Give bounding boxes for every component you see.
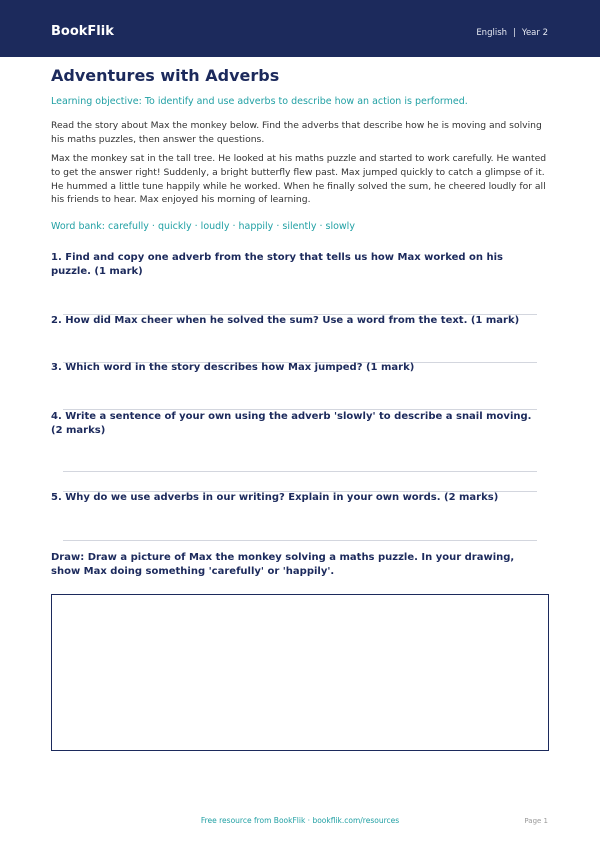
question-4: 4. Write a sentence of your own using the adverb 'slowly' to describe a snail moving. (2 marks) [51, 411, 532, 436]
drawing-box[interactable] [51, 594, 549, 751]
word-bank: Word bank: carefully · quickly · loudly · happily · silently · slowly [51, 221, 355, 232]
page-header [0, 0, 600, 57]
question-1: 1. Find and copy one adverb from the story that tells us how Max worked on his puzzle. (1 mark) [51, 252, 503, 277]
question-2: 2. How did Max cheer when he solved the sum? Use a word from the text. (1 mark) [51, 315, 520, 326]
question-3: 3. Which word in the story describes how Max jumped? (1 mark) [51, 362, 415, 373]
answer-line[interactable] [63, 471, 537, 472]
page-number: Page 1 [524, 817, 548, 825]
learning-objective: Learning objective: To identify and use adverbs to describe how an action is performed. [51, 96, 468, 107]
worksheet-title: Adventures with Adverbs [51, 66, 280, 85]
subject-label: English [476, 28, 508, 38]
brand-logo: BookFlik [51, 24, 114, 39]
header-meta [476, 28, 548, 38]
draw-prompt: Draw: Draw a picture of Max the monkey solving a maths puzzle. In your drawing, show Max doing something 'carefully' or 'happily'. [51, 552, 515, 577]
story-text: Max the monkey sat in the tall tree. He looked at his maths puzzle and started to work carefully. He wanted to get the answer right! Suddenly, a bright butterfly flew past. Max jumped quickly to catch a glimpse of it. He hummed a little tune happily while he worked. When he finally solved the sum, he cheered loudly for all his friends to hear. Max enjoyed his morning of learning. [51, 153, 547, 206]
footer-text: Free resource from BookFlik · bookflik.com/resources [200, 816, 400, 825]
year-label: Year 2 [521, 28, 548, 38]
meta-separator: | [513, 28, 516, 38]
instructions-text: Read the story about Max the monkey below. Find the adverbs that describe how he is moving and solving his maths puzzles, then answer the questions. [51, 120, 542, 145]
question-5: 5. Why do we use adverbs in our writing? Explain in your own words. (2 marks) [51, 492, 499, 503]
answer-line[interactable] [63, 540, 537, 541]
